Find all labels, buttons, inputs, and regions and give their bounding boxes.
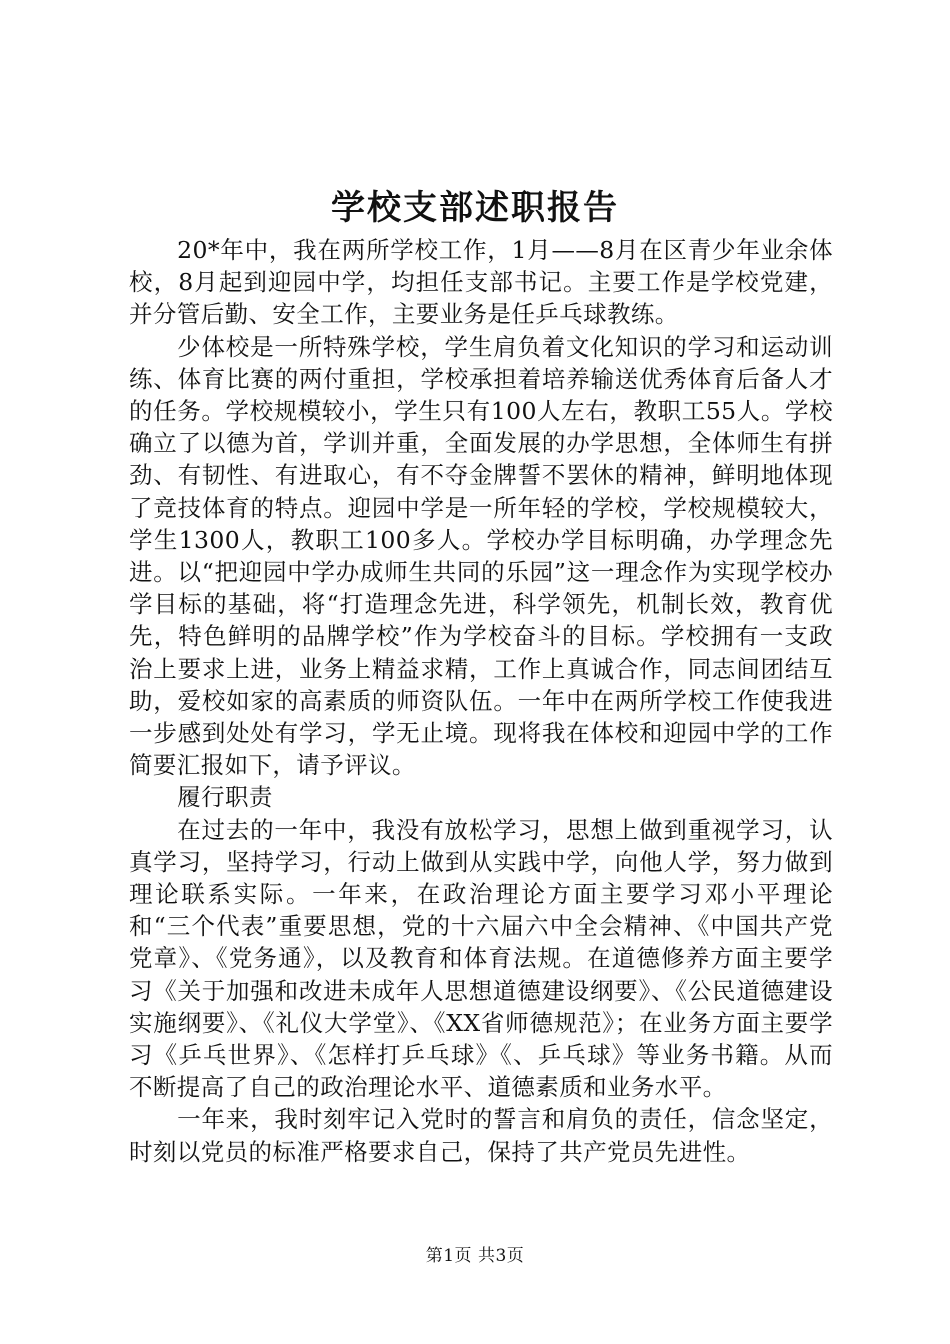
paragraph-intro: 20*年中，我在两所学校工作，1月——8月在区青少年业余体校，8月起到迎园中学，均担任支部书记。主要工作是学校党建，并分管后勤、安全工作，主要业务是任乒乓球教练。 [129,236,833,329]
section-heading-duties: 履行职责 [177,783,273,812]
paragraph-school-overview: 少体校是一所特殊学校，学生肩负着文化知识的学习和运动训练、体育比赛的两付重担，学校承担着培养输送优秀体育后备人才的任务。学校规模较小，学生只有100人左右，教职工55人。学校确立了以德为首，学训并重，全面发展的办学思想，全体师生有拼劲、有韧性、有进取心，有不夺金牌誓不罢休的精神，鲜明地体现了竞技体育的特点。迎园中学是一所年轻的学校，学校规模较大，学生1300人，教职工100多人。学校办学目标明确，办学理念先进。以“把迎园中学办成师生共同的乐园”这一理念作为实现学校办学目标的基础，将“打造理念先进，科学领先，机制长效，教育优先，特色鲜明的品牌学校”作为学校奋斗的目标。学校拥有一支政治上要求上进，业务上精益求精，工作上真诚合作，同志间团结互助，爱校如家的高素质的师资队伍。一年中在两所学校工作使我进一步感到处处有学习，学无止境。现将我在体校和迎园中学的工作简要汇报如下，请予评议。 [129,332,833,780]
page-footer: 第1页 共3页 [425,1246,525,1266]
paragraph-party-oath: 一年来，我时刻牢记入党时的誓言和肩负的责任，信念坚定，时刻以党员的标准严格要求自己，保持了共产党员先进性。 [129,1105,833,1166]
document-title: 学校支部述职报告 [331,188,619,228]
paragraph-study: 在过去的一年中，我没有放松学习，思想上做到重视学习，认真学习，坚持学习，行动上做到从实践中学，向他人学，努力做到理论联系实际。一年来，在政治理论方面主要学习邓小平理论和“三个代表”重要思想，党的十六届六中全会精神、《中国共产党党章》、《党务通》，以及教育和体育法规。在道德修养方面主要学习《关于加强和改进未成年人思想道德建设纲要》、《公民道德建设实施纲要》、《礼仪大学堂》、《XX省师德规范》；在业务方面主要学习《乒乓世界》、《怎样打乒乓球》《、乒乓球》等业务书籍。从而不断提高了自己的政治理论水平、道德素质和业务水平。 [129,815,833,1102]
document-body [129,234,833,1168]
